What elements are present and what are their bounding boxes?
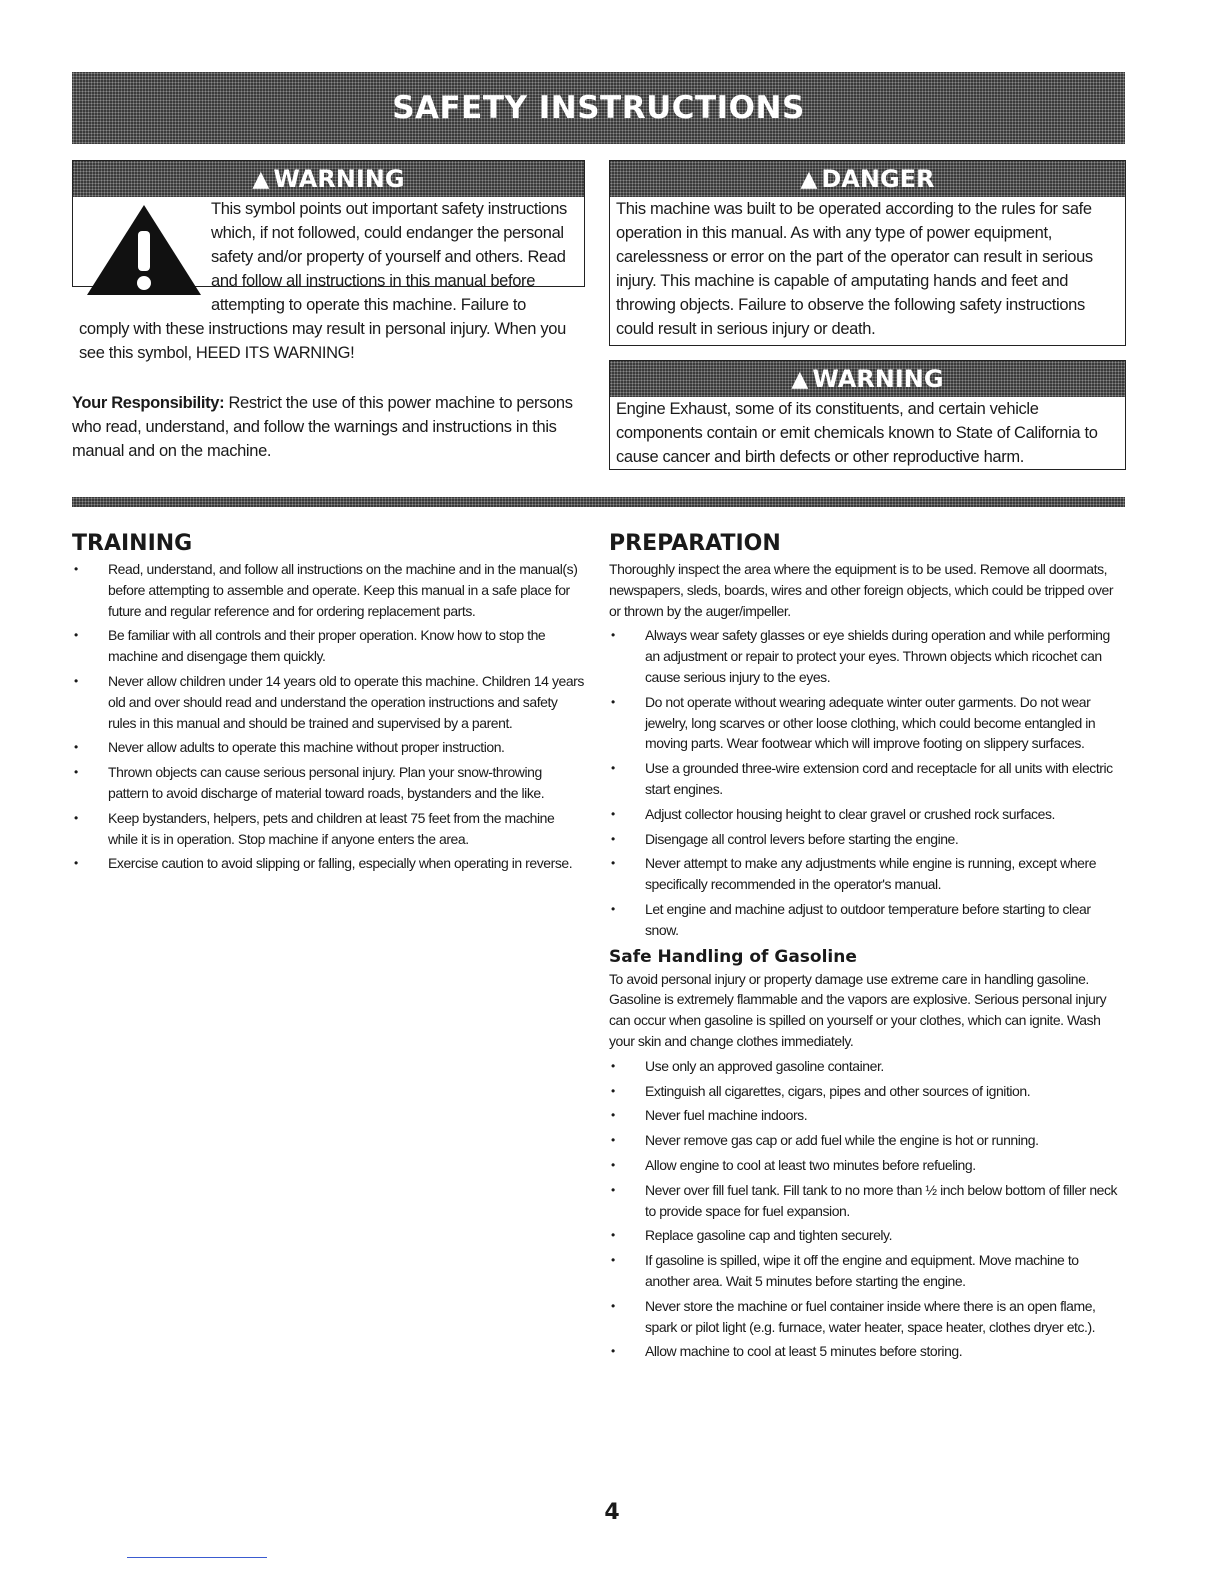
footer-rule [127,1557,267,1558]
list-item: • Use only an approved gasoline container. [609,1056,1124,1077]
gasoline-list [609,1056,1124,1362]
gasoline-title: Safe Handling of Gasoline [609,946,857,967]
list-item: • Exercise caution to avoid slipping or falling, especially when operating in reverse. [72,853,584,874]
page-number: 4 [604,1500,620,1525]
list-item: • Extinguish all cigarettes, cigars, pipes and other sources of ignition. [609,1081,1124,1102]
list-item: • Keep bystanders, helpers, pets and children at least 75 feet from the machine while it is in operation. Stop machine if anyone enters the area. [72,808,584,850]
danger-text: This machine was built to be operated according to the rules for safe operation in this manual. As with any type of power equipment, carelessness or error on the part of the operator can result in serious injury. This machine is capable of amputating hands and feet and throwing objects. Failure to observe the following safety instructions could result in serious injury or death. [616,200,1093,338]
warning-text: This symbol points out important safety instructions which, if not followed, could endanger the personal safety and/or property of yourself and others. Read and follow all instructions in this manual before attempting to operate this machine. Failure to comply with these instructions may result in personal injury. When you see this symbol, HEED ITS WARNING! [79,200,567,362]
exclamation-triangle-icon [85,203,203,299]
page-title-banner [72,72,1125,144]
list-item: • Never allow children under 14 years old to operate this machine. Children 14 years old and over should read and understand the operation instructions and safety rules in this manual and should be trained and supervised by a parent. [72,671,584,733]
list-item: • Adjust collector housing height to clear gravel or crushed rock surfaces. [609,804,1124,825]
warning-body [73,197,584,365]
warning-triangle-icon: ▲ [252,166,270,192]
page-title: SAFETY INSTRUCTIONS [392,90,805,126]
section-divider [72,497,1125,507]
list-item: • Do not operate without wearing adequate winter outer garments. Do not wear jewelry, long scarves or other loose clothing, which could become entangled in moving parts. Wear footwear which will improve footing on slippery surfaces. [609,692,1124,754]
list-item: • Never remove gas cap or add fuel while the engine is hot or running. [609,1130,1124,1151]
warning-header [73,161,584,197]
list-item: • Let engine and machine adjust to outdoor temperature before starting to clear snow. [609,899,1124,941]
list-item: • If gasoline is spilled, wipe it off the engine and equipment. Move machine to another area. Wait 5 minutes before starting the engine. [609,1250,1124,1292]
gasoline-intro: To avoid personal injury or property damage use extreme care in handling gasoline. Gasoline is extremely flammable and the vapors are explosive. Serious personal injury can occur when gasoline is spilled on yourself or your clothes, which can ignite. Wash your skin and change clothes immediately. [609,970,1107,1049]
exhaust-warning-triangle-icon: ▲ [791,366,809,392]
list-item: • Be familiar with all controls and their proper operation. Know how to stop the machine and disengage them quickly. [72,625,584,667]
danger-triangle-icon: ▲ [800,166,818,192]
list-item: • Allow engine to cool at least two minutes before refueling. [609,1155,1124,1176]
warning-box [72,160,585,362]
list-item: • Allow machine to cool at least 5 minutes before storing. [609,1341,1124,1362]
danger-header-label: DANGER [821,165,935,193]
list-item: • Disengage all control levers before starting the engine. [609,829,1124,850]
list-item: • Always wear safety glasses or eye shields during operation and while performing an adjustment or repair to protect your eyes. Thrown objects which ricochet can cause serious injury to the eyes. [609,625,1124,687]
warning-header-label: WARNING [273,165,405,193]
exhaust-warning-header-label: WARNING [812,365,944,393]
responsibility-paragraph [72,391,582,463]
responsibility-label: Your Responsibility: [72,394,225,412]
list-item: • Never allow adults to operate this machine without proper instruction. [72,737,584,758]
training-title: TRAINING [72,531,193,556]
training-list [72,559,584,874]
list-item: • Replace gasoline cap and tighten securely. [609,1225,1124,1246]
preparation-title: PREPARATION [609,531,781,556]
exhaust-warning-box [609,360,1126,470]
list-item: • Never attempt to make any adjustments while engine is running, except where specifically recommended in the operator's manual. [609,853,1124,895]
list-item: • Never over fill fuel tank. Fill tank to no more than ½ inch below bottom of filler neck to provide space for fuel expansion. [609,1180,1124,1222]
exhaust-warning-header [610,361,1125,397]
preparation-intro: Thoroughly inspect the area where the equipment is to be used. Remove all doormats, newspapers, sleds, boards, wires and other foreign objects, which could be tripped over or thrown by the auger/impeller. [609,561,1114,619]
exhaust-warning-text: Engine Exhaust, some of its constituents, and certain vehicle components contain or emit chemicals known to State of California to cause cancer and birth defects or other reproductive harm. [616,400,1098,466]
preparation-section [609,529,1124,1366]
list-item: • Never store the machine or fuel container inside where there is an open flame, spark or pilot light (e.g. furnace, water heater, space heater, clothes dryer etc.). [609,1296,1124,1338]
danger-box [609,160,1126,346]
preparation-list [609,625,1124,940]
responsibility-text: Restrict the use of this power machine to persons who read, understand, and follow the warnings and instructions in this manual and on the machine. [72,394,573,460]
list-item: • Use a grounded three-wire extension cord and receptacle for all units with electric start engines. [609,758,1124,800]
danger-header [610,161,1125,197]
list-item: • Never fuel machine indoors. [609,1105,1124,1126]
list-item: • Thrown objects can cause serious personal injury. Plan your snow-throwing pattern to avoid discharge of material toward roads, bystanders and the like. [72,762,584,804]
training-section [72,529,584,878]
list-item: • Read, understand, and follow all instructions on the machine and in the manual(s) before attempting to assemble and operate. Keep this manual in a safe place for future and regular reference and for ordering replacement parts. [72,559,584,621]
